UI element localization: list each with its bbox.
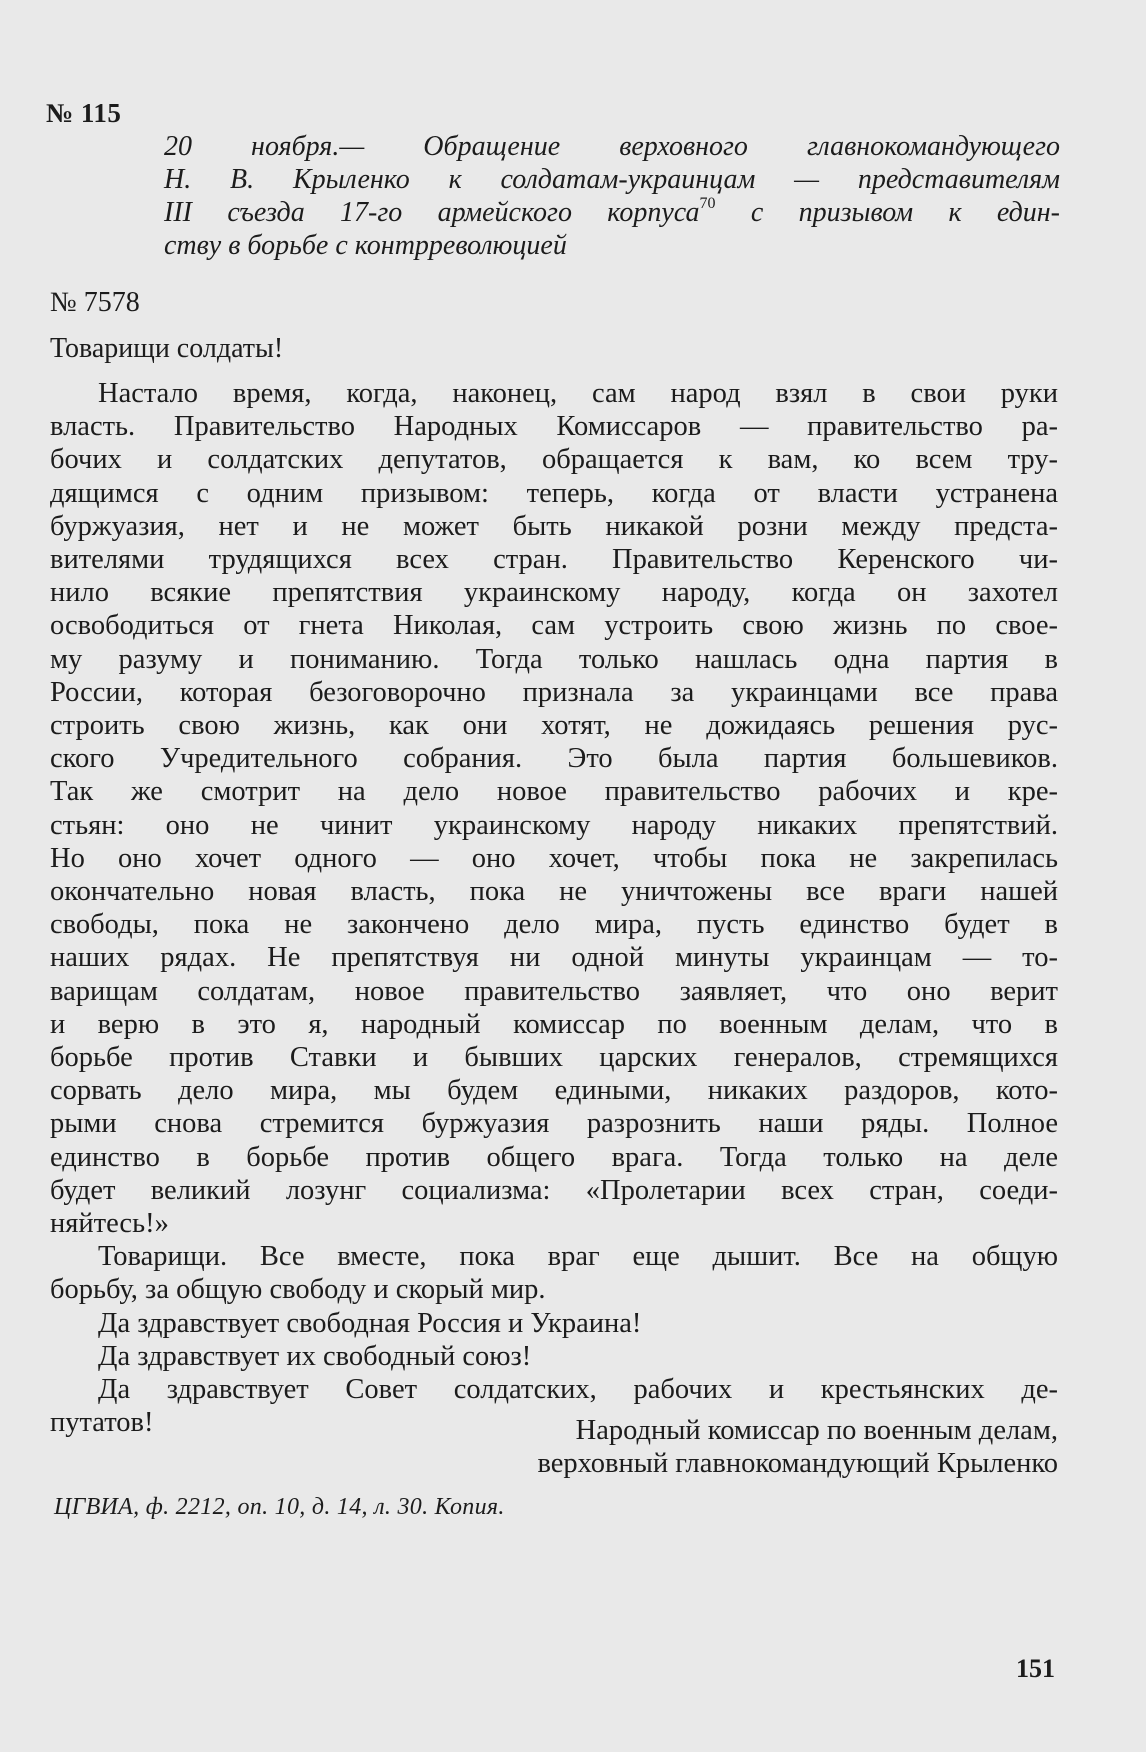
body-line: вителями трудящихся всех стран. Правительство Керенского чи- [50,544,1058,576]
reference-number: № 7578 [50,287,140,318]
body-line: ского Учредительного собрания. Это была партия большевиков. [50,743,1058,775]
heading-line-with-footnote [164,196,1060,229]
body-line: дящимся с одним призывом: теперь, когда от власти устранена [50,477,1058,509]
body-line: Товарищи. Все вместе, пока враг еще дышит. Все на общую [98,1241,1058,1273]
body-line: борьбу, за общую свободу и скорый мир. [50,1274,546,1306]
body-line: му разуму и пониманию. Тогда только нашлась одна партия в [50,643,1058,675]
body-line: строить свою жизнь, как они хотят, не дожидаясь решения рус- [50,710,1058,742]
salutation: Товарищи солдаты! [50,333,284,364]
heading-line: ству в борьбе с контрреволюцией [164,230,567,261]
body-line: няйтесь!» [50,1208,169,1240]
body-line: Но оно хочет одного — оно хочет, чтобы пока не закрепилась [50,842,1058,874]
body-line: России, которая безоговорочно признала за украинцами все права [50,676,1058,708]
body-line: буржуазия, нет и не может быть никакой розни между предста- [50,510,1058,542]
body-line: Да здравствует Совет солдатских, рабочих и крестьянских де- [98,1374,1058,1406]
body-line: освободиться от гнета Николая, сам устроить свою жизнь по свое- [50,610,1058,642]
signature-block [537,1414,1058,1480]
signature-line: верховный главнокомандующий Крыленко [537,1448,1058,1479]
signature-line: Народный комиссар по военным делам, [575,1415,1058,1446]
body-line: наших рядах. Не препятствуя ни одной минуты украинцам — то- [50,942,1058,974]
heading-line: Н. В. Крыленко к солдатам-украинцам — представителям [164,164,1060,195]
body-line: сорвать дело мира, мы будем едиными, никаких раздоров, кото- [50,1075,1058,1107]
archive-reference: ЦГВИА, ф. 2212, оп. 10, д. 14, л. 30. Копия. [54,1494,505,1520]
body-line: Да здравствует свободная Россия и Украина! [98,1307,642,1339]
document-heading [164,130,1060,262]
body-line: Да здравствует их свободный союз! [98,1340,532,1372]
footnote-marker: 70 [699,195,716,212]
heading-line: 20 ноября.— Обращение верховного главнокомандующего [164,131,1060,162]
body-line: и верю в это я, народный комиссар по военным делам, что в [50,1008,1058,1040]
body-line: борьбе против Ставки и бывших царских генералов, стремящихся [50,1042,1058,1074]
body-line: Настало время, когда, наконец, сам народ взял в свои руки [98,378,1058,409]
body-line: варищам солдатам, новое правительство заявляет, что оно верит [50,975,1058,1007]
body-line: окончательно новая власть, пока не уничтожены все враги нашей [50,876,1058,908]
body-line: будет великий лозунг социализма: «Пролетарии всех стран, соеди- [50,1174,1058,1206]
page-number: 151 [1016,1654,1055,1683]
body-line: путатов! [50,1407,154,1439]
body-line: рыми снова стремится буржуазия разрознить наши ряды. Полное [50,1108,1058,1140]
heading-line-text: III съезда 17-го армейского корпуса [164,197,700,228]
body-text [50,377,1058,1440]
body-line: нило всякие препятствия украинскому народу, когда он захотел [50,577,1058,609]
body-line: стьян: оно не чинит украинскому народу никаких препятствий. [50,809,1058,841]
body-line: власть. Правительство Народных Комиссаров — правительство ра- [50,411,1058,443]
body-line: Так же смотрит на дело новое правительство рабочих и кре- [50,776,1058,808]
body-line: бочих и солдатских депутатов, обращается к вам, ко всем тру- [50,444,1058,476]
body-line: свободы, пока не закончено дело мира, пусть единство будет в [50,909,1058,941]
body-line: единство в борьбе против общего врага. Тогда только на деле [50,1141,1058,1173]
document-number: № 115 [46,98,122,128]
heading-line-tail: с призывом к един- [715,197,1060,228]
